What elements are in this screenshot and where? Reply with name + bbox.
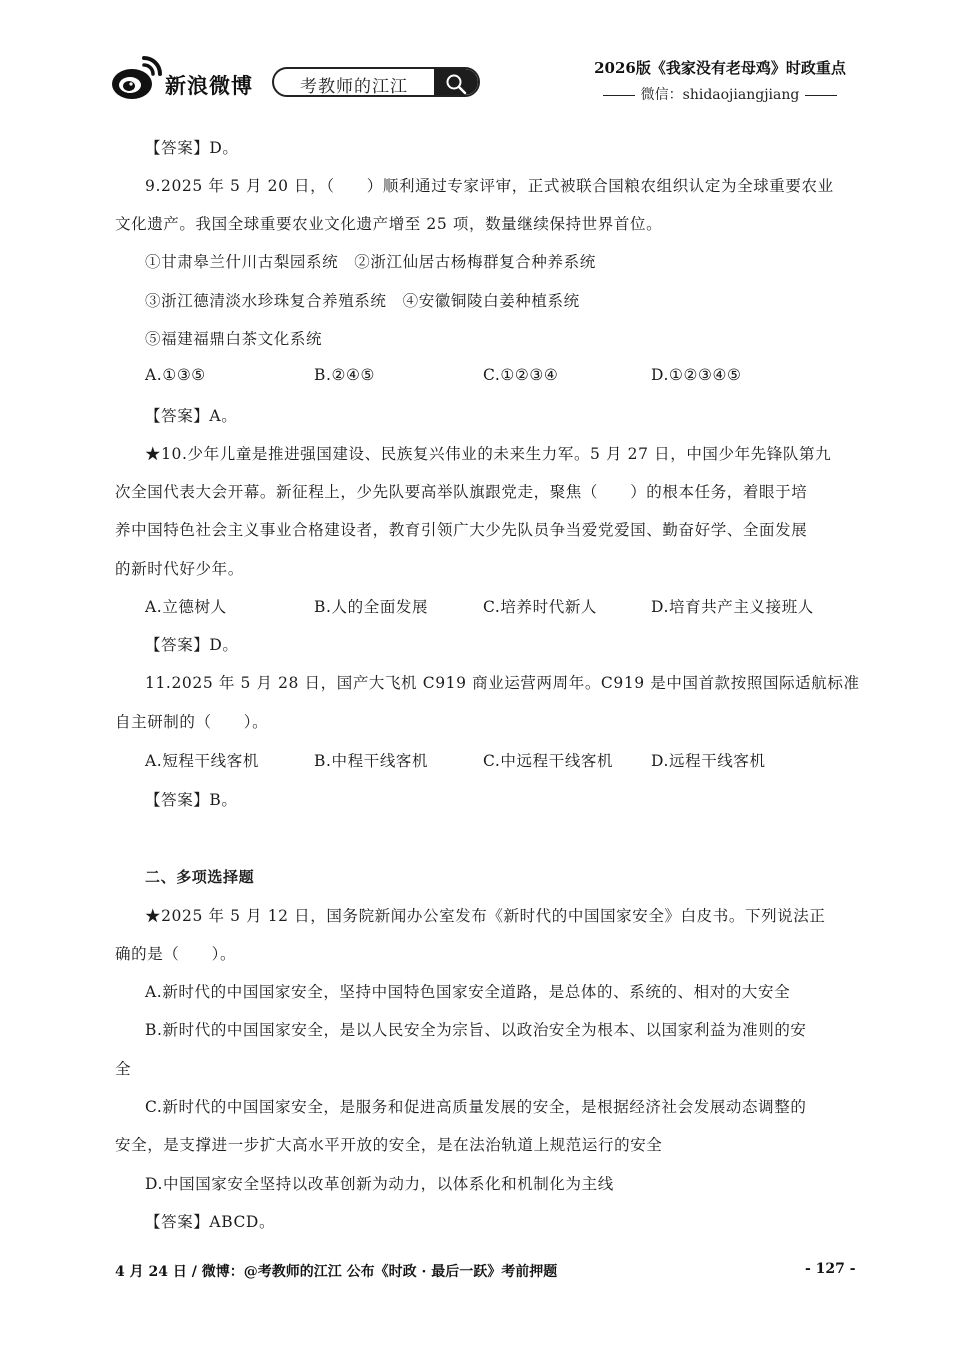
q10-answer: 【答案】D。 bbox=[145, 636, 239, 654]
q10-stem-line1: ★10.少年儿童是推进强国建设、民族复兴伟业的未来生力军。5 月 27 日，中国少年先锋队第九 bbox=[145, 445, 832, 463]
q9-items-line1: ①甘肃皋兰什川古梨园系统 ②浙江仙居古杨梅群复合种养系统 bbox=[145, 253, 596, 271]
mq1-answer: 【答案】ABCD。 bbox=[145, 1213, 276, 1231]
page-header bbox=[0, 0, 953, 120]
q10-option-d: D.培育共产主义接班人 bbox=[651, 598, 814, 616]
q11-stem-line1: 11.2025 年 5 月 28 日，国产大飞机 C919 商业运营两周年。C919 是中国首款按照国际适航标准 bbox=[145, 674, 860, 692]
q10-stem-line3: 养中国特色社会主义事业合格建设者，教育引领广大少先队员争当爱党爱国、勤奋好学、全面发展 bbox=[115, 521, 808, 539]
q8-answer: 【答案】D。 bbox=[145, 139, 239, 157]
q9-stem-line1: 9.2025 年 5 月 20 日，（ ）顺利通过专家评审，正式被联合国粮农组织认定为全球重要农业 bbox=[145, 177, 834, 195]
divider bbox=[603, 95, 635, 96]
divider bbox=[805, 95, 837, 96]
q11-option-b: B.中程干线客机 bbox=[314, 752, 429, 770]
q11-stem-line2: 自主研制的（ ）。 bbox=[115, 713, 269, 731]
search-icon bbox=[444, 72, 468, 96]
q9-option-c: C.①②③④ bbox=[483, 366, 559, 384]
q9-stem-line2: 文化遗产。我国全球重要农业文化遗产增至 25 项，数量继续保持世界首位。 bbox=[115, 215, 663, 233]
brand-name: 新浪微博 bbox=[165, 74, 253, 98]
mq1-option-b-line2: 全 bbox=[115, 1060, 132, 1078]
q9-items-line2: ③浙江德清淡水珍珠复合养殖系统 ④安徽铜陵白姜种植系统 bbox=[145, 292, 580, 310]
q11-option-a: A.短程干线客机 bbox=[145, 752, 259, 770]
header-book-info bbox=[570, 57, 870, 104]
mq1-option-b-line1: B.新时代的中国国家安全，是以人民安全为宗旨、以政治安全为根本、以国家利益为准则的安 bbox=[145, 1021, 807, 1039]
search-button bbox=[434, 69, 478, 95]
mq1-option-c-line1: C.新时代的中国国家安全，是服务和促进高质量发展的安全，是根据经济社会发展动态调整的 bbox=[145, 1098, 807, 1116]
q11-answer: 【答案】B。 bbox=[145, 791, 238, 809]
q11-option-d: D.远程干线客机 bbox=[651, 752, 766, 770]
mq1-stem-line1: ★2025 年 5 月 12 日，国务院新闻办公室发布《新时代的中国国家安全》白皮书。下列说法正 bbox=[145, 907, 826, 925]
q10-option-a: A.立德树人 bbox=[145, 598, 227, 616]
q9-option-b: B.②④⑤ bbox=[314, 366, 376, 384]
q11-option-c: C.中远程干线客机 bbox=[483, 752, 614, 770]
q10-stem-line2: 次全国代表大会开幕。新征程上，少先队要高举队旗跟党走，聚焦（ ）的根本任务，着眼于培 bbox=[115, 483, 808, 501]
mq1-option-c-line2: 安全，是支撑进一步扩大高水平开放的安全，是在法治轨道上规范运行的安全 bbox=[115, 1136, 663, 1154]
q9-option-d: D.①②③④⑤ bbox=[651, 366, 742, 384]
mq1-stem-line2: 确的是（ ）。 bbox=[115, 945, 237, 963]
page-number: - 127 - bbox=[805, 1261, 856, 1277]
q9-answer: 【答案】A。 bbox=[145, 407, 238, 425]
q10-stem-line4: 的新时代好少年。 bbox=[115, 560, 244, 578]
mq1-option-a: A.新时代的中国国家安全，坚持中国特色国家安全道路，是总体的、系统的、相对的大安全 bbox=[145, 983, 791, 1001]
search-box bbox=[272, 67, 480, 97]
mq1-option-d: D.中国国家安全坚持以改革创新为动力，以体系化和机制化为主线 bbox=[145, 1175, 614, 1193]
book-title: 2026版《我家没有老母鸡》时政重点 bbox=[594, 59, 846, 77]
search-text: 考教师的江江 bbox=[300, 77, 408, 97]
q10-option-b: B.人的全面发展 bbox=[314, 598, 429, 616]
wechat-line bbox=[570, 84, 870, 104]
weibo-logo-icon bbox=[110, 52, 166, 102]
q10-option-c: C.培养时代新人 bbox=[483, 598, 598, 616]
footer-note: 4 月 24 日 / 微博：@考教师的江江 公布《时政 · 最后一跃》考前押题 bbox=[115, 1264, 558, 1280]
q9-items-line3: ⑤福建福鼎白茶文化系统 bbox=[145, 330, 323, 348]
wechat-label: 微信：shidaojiangjiang bbox=[640, 87, 800, 103]
section-title-multiple-choice: 二、多项选择题 bbox=[145, 868, 255, 886]
q9-option-a: A.①③⑤ bbox=[145, 366, 206, 384]
